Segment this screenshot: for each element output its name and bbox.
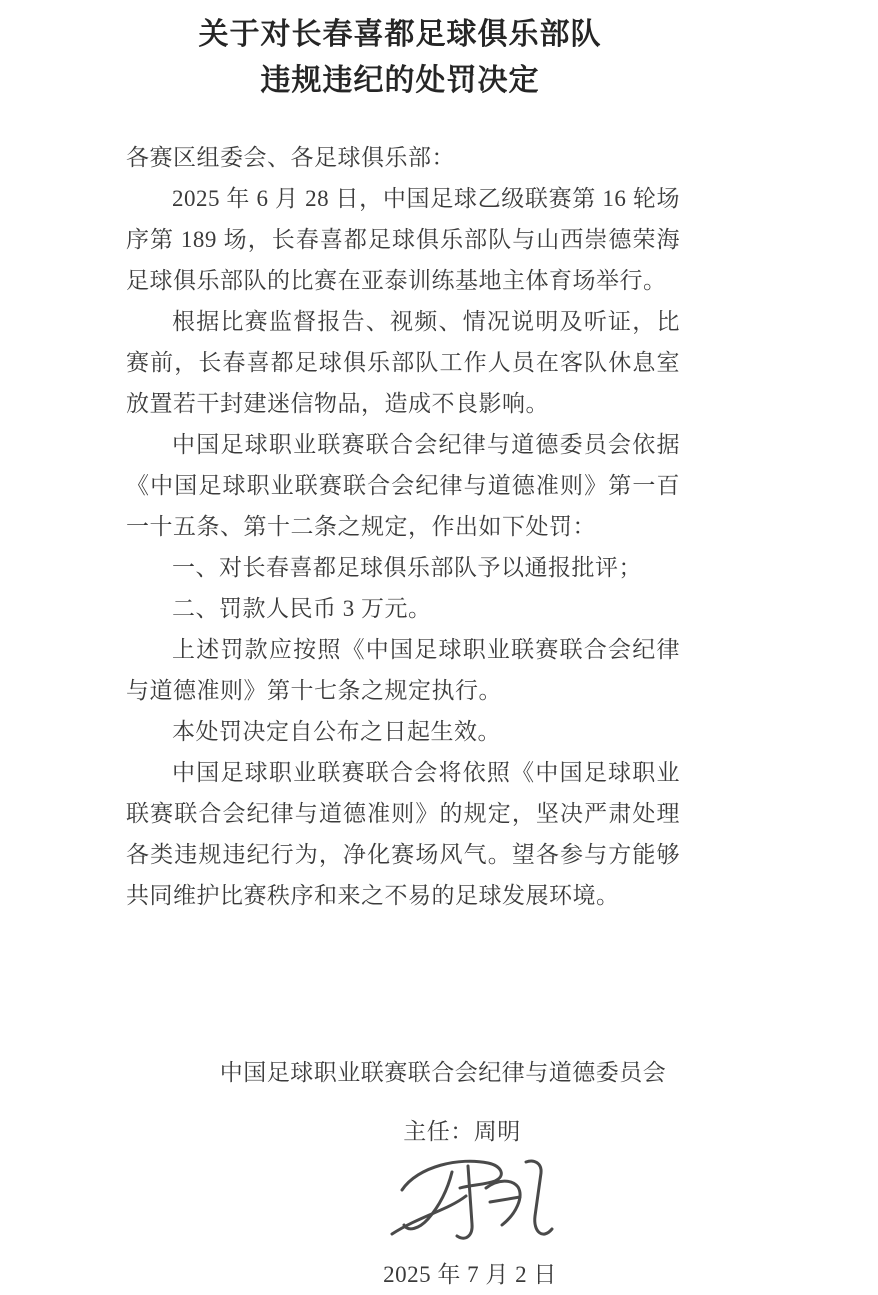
paragraph-violation-facts: 根据比赛监督报告、视频、情况说明及听证，比赛前，长春喜都足球俱乐部队工作人员在客队休息室放置若干封建迷信物品，造成不良影响。 — [126, 309, 680, 416]
handwritten-signature — [78, 1152, 878, 1248]
document-title-line-1: 关于对长春喜都足球俱乐部队 — [198, 18, 602, 51]
punishment-item-1: 一、对长春喜都足球俱乐部队予以通报批评； — [172, 555, 642, 580]
signer-title: 主任：周明 — [403, 1119, 521, 1144]
document-title-line-2: 违规违纪的处罚决定 — [260, 64, 540, 97]
document-date: 2025 年 7 月 2 日 — [383, 1262, 557, 1287]
closing-block — [0, 1052, 800, 1295]
salutation: 各赛区组委会、各足球俱乐部： — [126, 145, 455, 170]
paragraph-closing-statement: 中国足球职业联赛联合会将依照《中国足球职业联赛联合会纪律与道德准则》的规定，坚决严肃处理各类违规违纪行为，净化赛场风气。望各参与方能够共同维护比赛秩序和来之不易的足球发展环境。 — [126, 760, 680, 908]
paragraph-fine-execution: 上述罚款应按照《中国足球职业联赛联合会纪律与道德准则》第十七条之规定执行。 — [126, 637, 680, 703]
document-body — [126, 137, 680, 916]
paragraph-match-info: 2025 年 6 月 28 日，中国足球乙级联赛第 16 轮场序第 189 场，长春喜都足球俱乐部队与山西崇德荣海足球俱乐部队的比赛在亚泰训练基地主体育场举行。 — [126, 186, 680, 293]
signature-scrawl-icon — [388, 1152, 568, 1248]
paragraph-effective-date: 本处罚决定自公布之日起生效。 — [172, 719, 501, 744]
paragraph-legal-basis: 中国足球职业联赛联合会纪律与道德委员会依据《中国足球职业联赛联合会纪律与道德准则》第一百一十五条、第十二条之规定，作出如下处罚： — [126, 432, 680, 539]
issuing-organization: 中国足球职业联赛联合会纪律与道德委员会 — [219, 1060, 667, 1085]
document-title — [0, 0, 800, 104]
punishment-item-2: 二、罚款人民币 3 万元。 — [172, 596, 432, 621]
